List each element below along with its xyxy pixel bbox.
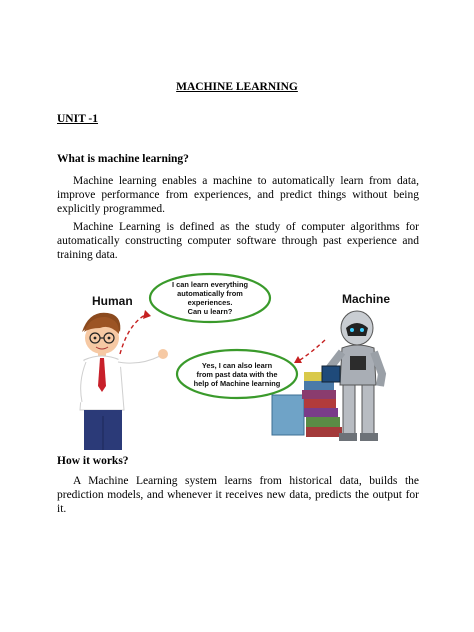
human-label: Human [92,294,133,308]
paragraph-ml-definition: Machine learning enables a machine to automatically learn from data, improve performance from experiences, and predict things without being explicitly programmed. [57,175,419,216]
paragraph-how-it-works: A Machine Learning system learns from historical data, builds the prediction models, and whenever it receives new data, predicts the output for it. [57,475,419,516]
human-machine-illustration [60,270,410,450]
section-heading-what-is-ml: What is machine learning? [57,153,189,165]
machine-bubble-text [179,361,295,388]
human-bubble-line: I can learn everything [172,280,248,289]
machine-bubble-line: help of Machine learning [193,379,281,388]
machine-label: Machine [342,292,391,306]
human-arrow [120,315,145,354]
human-bubble-text [152,280,268,316]
machine-bubble-line: Yes, I can also learn [201,361,273,370]
human-figure [80,313,168,450]
section-heading-how-it-works: How it works? [57,455,129,467]
human-bubble-line: automatically from [177,289,243,298]
human-arrowhead [143,310,151,319]
human-bubble-line: experiences. [187,298,233,307]
machine-bubble-line: from past data with the [196,370,278,379]
unit-heading: UNIT -1 [57,113,99,125]
document-title: MACHINE LEARNING [176,81,298,93]
human-bubble-line: Can u learn? [187,307,233,316]
paragraph-ml-study: Machine Learning is defined as the study of computer algorithms for automatically constructing computer software through past experience and training data. [57,221,419,262]
machine-arrow [300,340,325,360]
